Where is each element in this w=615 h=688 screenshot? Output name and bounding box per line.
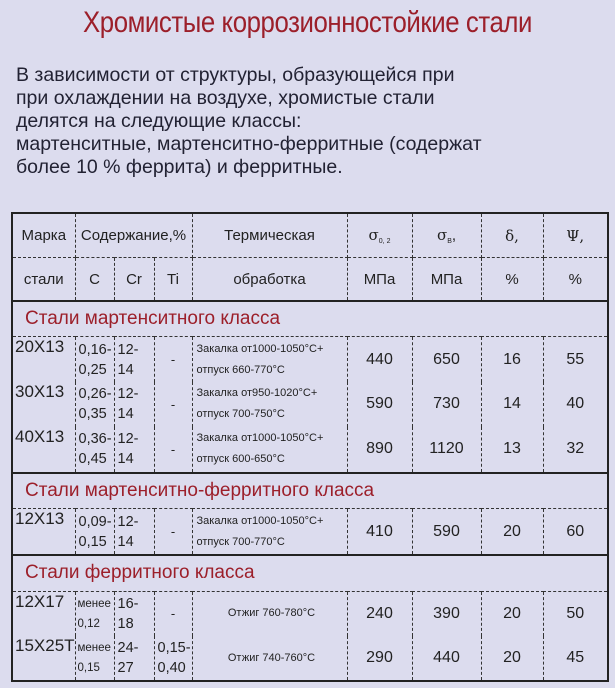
cell-carbon-line: 0,09- <box>78 513 112 530</box>
section-header-row <box>12 555 608 591</box>
cell-grade: 20Х13 <box>12 337 75 382</box>
cell-elongation: 20 <box>481 591 543 636</box>
section-header-row <box>12 301 608 337</box>
cell-titanium: - <box>154 382 192 427</box>
table-row <box>12 382 608 427</box>
cell-chromium-line: 14 <box>117 406 134 423</box>
table-row <box>12 509 608 556</box>
cell-chromium-line: 12- <box>117 341 139 358</box>
header-delta-unit: % <box>481 258 543 301</box>
cell-yield-strength: 240 <box>347 591 412 636</box>
cell-grade: 12Х17 <box>12 591 75 636</box>
sigma-subscript: 0, 2 <box>378 238 391 246</box>
cell-elongation: 20 <box>481 509 543 556</box>
header-row-top <box>12 213 608 258</box>
cell-treatment-line: Закалка от1000-1050°С+ <box>196 342 324 355</box>
cell-treatment-line: отпуск 660-770°С <box>196 363 285 376</box>
header-delta: δ, <box>481 213 543 258</box>
header-grade: Марка <box>12 213 75 258</box>
steel-properties-table <box>11 212 609 682</box>
cell-elongation: 20 <box>481 636 543 681</box>
cell-yield-strength: 440 <box>347 337 412 382</box>
cell-carbon <box>75 337 114 382</box>
cell-chromium-line: 12- <box>117 431 139 448</box>
cell-titanium-line: 0,15- <box>157 640 191 656</box>
cell-tensile-strength: 730 <box>412 382 481 427</box>
cell-chromium-line: 16- <box>117 595 139 612</box>
cell-tensile-strength: 590 <box>412 509 481 556</box>
cell-chromium-line: 18 <box>117 615 134 632</box>
cell-yield-strength: 410 <box>347 509 412 556</box>
cell-treatment <box>192 509 347 556</box>
cell-tensile-strength: 390 <box>412 591 481 636</box>
header-sb <box>412 213 481 258</box>
intro-line: В зависимости от структуры, образующейся при <box>16 64 455 86</box>
header-s02-unit: МПа <box>347 258 412 301</box>
cell-elongation: 14 <box>481 382 543 427</box>
cell-titanium: - <box>154 591 192 636</box>
cell-chromium <box>114 636 154 681</box>
cell-carbon <box>75 509 114 556</box>
cell-chromium-line: 24- <box>117 640 139 656</box>
cell-treatment <box>192 337 347 382</box>
header-ti: Ti <box>154 258 192 301</box>
header-row-bottom <box>12 258 608 301</box>
header-treatment-bottom: обработка <box>192 258 347 301</box>
cell-titanium-line: 0,40 <box>157 660 186 676</box>
table-row <box>12 636 608 681</box>
header-comma: , <box>451 227 457 245</box>
cell-chromium <box>114 337 154 382</box>
intro-line: делятся на следующие классы: <box>16 110 302 132</box>
cell-treatment <box>192 636 347 681</box>
cell-reduction: 40 <box>543 382 608 427</box>
cell-chromium-line: 14 <box>117 361 134 378</box>
header-content: Содержание,% <box>75 213 192 258</box>
cell-chromium <box>114 591 154 636</box>
cell-treatment-line: Отжиг 760-780°С <box>227 607 316 620</box>
cell-chromium-line: 14 <box>117 533 134 550</box>
intro-line: более 10 % феррита) и ферритные. <box>16 156 343 178</box>
cell-yield-strength: 890 <box>347 427 412 473</box>
cell-carbon <box>75 427 114 473</box>
cell-titanium: - <box>154 337 192 382</box>
cell-reduction: 55 <box>543 337 608 382</box>
section-header-row <box>12 473 608 509</box>
cell-carbon-line: 0,15 <box>78 533 107 550</box>
cell-chromium-line: 14 <box>117 451 134 468</box>
cell-treatment-line: Закалка от1000-1050°С+ <box>196 514 324 527</box>
section-title: Стали ферритного класса <box>12 555 608 591</box>
cell-tensile-strength: 440 <box>412 636 481 681</box>
cell-yield-strength: 290 <box>347 636 412 681</box>
intro-paragraph <box>16 64 606 179</box>
header-s02 <box>347 213 412 258</box>
cell-grade: 40Х13 <box>12 427 75 473</box>
table-row <box>12 591 608 636</box>
header-c: C <box>75 258 114 301</box>
intro-line: при охлаждении на воздухе, хромистые стали <box>16 87 435 109</box>
cell-treatment-line: Закалка от1000-1050°С+ <box>196 432 324 445</box>
cell-carbon-line: 0,26- <box>78 386 112 403</box>
cell-chromium-line: 12- <box>117 386 139 403</box>
cell-treatment-line: Закалка от950-1020°С+ <box>196 387 318 400</box>
header-psi-unit: % <box>543 258 608 301</box>
sigma-symbol: σ <box>436 226 448 245</box>
cell-yield-strength: 590 <box>347 382 412 427</box>
cell-titanium: - <box>154 509 192 556</box>
cell-grade: 30Х13 <box>12 382 75 427</box>
cell-carbon <box>75 382 114 427</box>
cell-carbon-line: 0,36- <box>78 431 112 448</box>
cell-carbon-line: 0,25 <box>78 361 107 378</box>
cell-treatment-line: отпуск 700-750°С <box>196 408 285 421</box>
cell-treatment-line: отпуск 700-770°С <box>196 535 285 548</box>
intro-line: мартенситные, мартенситно-ферритные (содержат <box>16 133 482 155</box>
cell-titanium: - <box>154 427 192 473</box>
cell-chromium-line: 27 <box>117 660 134 676</box>
header-cr: Cr <box>114 258 154 301</box>
cell-elongation: 13 <box>481 427 543 473</box>
cell-tensile-strength: 650 <box>412 337 481 382</box>
cell-elongation: 16 <box>481 337 543 382</box>
cell-reduction: 50 <box>543 591 608 636</box>
sigma-symbol: σ <box>368 226 379 245</box>
cell-treatment-line: Отжиг 740-760°С <box>227 651 316 664</box>
section-title: Стали мартенситного класса <box>12 301 608 337</box>
cell-carbon-line: менее <box>77 597 111 610</box>
table-row <box>12 427 608 473</box>
cell-treatment-line: отпуск 600-650°С <box>196 453 285 466</box>
cell-carbon <box>75 591 114 636</box>
section-title: Стали мартенситно-ферритного класса <box>12 473 608 509</box>
header-psi: Ψ, <box>543 213 608 258</box>
cell-carbon <box>75 636 114 681</box>
cell-chromium <box>114 509 154 556</box>
cell-chromium <box>114 427 154 473</box>
header-sb-unit: МПа <box>412 258 481 301</box>
cell-treatment <box>192 591 347 636</box>
cell-reduction: 32 <box>543 427 608 473</box>
cell-reduction: 45 <box>543 636 608 681</box>
cell-carbon-line: 0,16- <box>78 341 112 358</box>
cell-carbon-line: 0,45 <box>78 451 107 468</box>
cell-titanium <box>154 636 192 681</box>
cell-carbon-line: 0,15 <box>77 662 100 674</box>
cell-carbon-line: 0,35 <box>78 406 107 423</box>
cell-treatment <box>192 427 347 473</box>
cell-grade: 12Х13 <box>12 509 75 556</box>
table-row <box>12 337 608 382</box>
cell-reduction: 60 <box>543 509 608 556</box>
cell-chromium-line: 12- <box>117 513 139 530</box>
cell-carbon-line: менее <box>77 642 111 654</box>
header-grade-bottom: стали <box>12 258 75 301</box>
cell-grade: 15Х25Т <box>12 636 75 681</box>
sigma-subscript: В <box>447 238 452 246</box>
cell-treatment <box>192 382 347 427</box>
cell-carbon-line: 0,12 <box>77 617 100 630</box>
cell-tensile-strength: 1120 <box>412 427 481 473</box>
header-treatment: Термическая <box>192 213 347 258</box>
cell-chromium <box>114 382 154 427</box>
page-title: Хромистые коррозионностойкие стали <box>83 6 532 39</box>
